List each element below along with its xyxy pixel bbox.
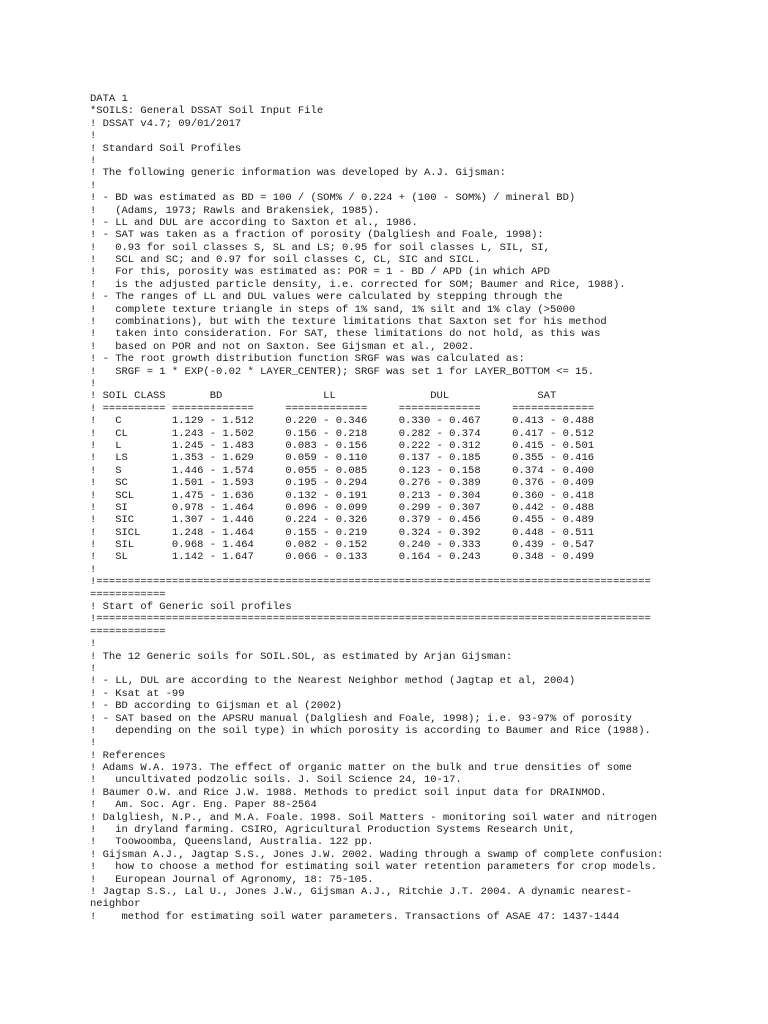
document-line: ! CL 1.243 - 1.502 0.156 - 0.218 0.282 - 0.374 0.417 - 0.512	[90, 427, 595, 440]
document-line: ! complete texture triangle in steps of 1% sand, 1% silt and 1% clay (>5000	[90, 303, 576, 316]
document-line: ============	[90, 625, 166, 638]
document-line: ! - SAT based on the APSRU manual (Dalgliesh and Foale, 1998); i.e. 93-97% of porosity	[90, 712, 632, 725]
document-line: !	[90, 154, 97, 167]
document-line: ! 0.93 for soil classes S, SL and LS; 0.95 for soil classes L, SIL, SI,	[90, 241, 550, 254]
document-line: ! taken into consideration. For SAT, these limitations do not hold, as this was	[90, 328, 601, 341]
document-line: ! - BD was estimated as BD = 100 / (SOM% / 0.224 + (100 - SOM%) / mineral BD)	[90, 192, 576, 205]
document-line: neighbor	[90, 898, 141, 911]
document-line: ! in dryland farming. CSIRO, Agricultural Production Systems Research Unit,	[90, 824, 576, 837]
document-line: ! (Adams, 1973; Rawls and Brakensiek, 1985).	[90, 204, 380, 217]
document-line: ! Gijsman A.J., Jagtap S.S., Jones J.W. 2002. Wading through a swamp of complete confusion:	[90, 848, 664, 861]
document-line: !	[90, 563, 97, 576]
document-line: ! - BD according to Gijsman et al (2002)	[90, 700, 343, 713]
document-line: ! SIL 0.968 - 1.464 0.082 - 0.152 0.240 - 0.333 0.439 - 0.547	[90, 539, 595, 552]
document-line: !	[90, 638, 97, 651]
document-line: !	[90, 737, 97, 750]
document-page	[90, 93, 680, 923]
document-line: !	[90, 662, 97, 675]
document-line: ! The 12 Generic soils for SOIL.SOL, as estimated by Arjan Gijsman:	[90, 650, 513, 663]
document-line: ! Start of Generic soil profiles	[90, 601, 292, 614]
document-line: ! For this, porosity was estimated as: POR = 1 - BD / APD (in which APD	[90, 266, 550, 279]
document-line: !	[90, 130, 97, 143]
document-line: ! SIC 1.307 - 1.446 0.224 - 0.326 0.379 - 0.456 0.455 - 0.489	[90, 514, 595, 527]
document-line: ! Toowoomba, Queensland, Australia. 122 pp.	[90, 836, 374, 849]
document-line: ! depending on the soil type) in which porosity is according to Baumer and Rice (1988).	[90, 724, 651, 737]
document-line: !========================================================================================	[90, 576, 651, 589]
document-line: ! based on POR and not on Saxton. See Gijsman et al., 2002.	[90, 340, 475, 353]
document-line: ! - LL and DUL are according to Saxton et al., 1986.	[90, 216, 418, 229]
document-line: !	[90, 377, 97, 390]
document-line: ! - Ksat at -99	[90, 687, 185, 700]
document-line: ! SOIL CLASS BD LL DUL SAT	[90, 390, 557, 403]
document-line: ! Standard Soil Profiles	[90, 142, 242, 155]
document-line: ! SCL 1.475 - 1.636 0.132 - 0.191 0.213 - 0.304 0.360 - 0.418	[90, 489, 595, 502]
document-line: ! SRGF = 1 * EXP(-0.02 * LAYER_CENTER); SRGF was set 1 for LAYER_BOTTOM <= 15.	[90, 365, 595, 378]
document-line: ! Baumer O.W. and Rice J.W. 1988. Methods to predict soil input data for DRAINMOD.	[90, 786, 607, 799]
document-line: ! Jagtap S.S., Lal U., Jones J.W., Gijsman A.J., Ritchie J.T. 2004. A dynamic nearest-	[90, 886, 632, 898]
document-line: ! ========== ============= ============= ============= =============	[90, 402, 595, 415]
document-line: ! Adams W.A. 1973. The effect of organic matter on the bulk and true densities of some	[90, 762, 632, 775]
document-line: DATA 1	[90, 93, 128, 105]
document-line: ! SI 0.978 - 1.464 0.096 - 0.099 0.299 - 0.307 0.442 - 0.488	[90, 501, 595, 514]
document-line: ! Dalgliesh, N.P., and M.A. Foale. 1998. Soil Matters - monitoring soil water and nitrogen	[90, 811, 658, 824]
document-line: ! LS 1.353 - 1.629 0.059 - 0.110 0.137 - 0.185 0.355 - 0.416	[90, 452, 595, 465]
document-line: ! Am. Soc. Agr. Eng. Paper 88-2564	[90, 799, 317, 812]
document-line: ! method for estimating soil water parameters. Transactions of ASAE 47: 1437-1444	[90, 910, 620, 923]
document-line: ! - LL, DUL are according to the Nearest Neighbor method (Jagtap et al, 2004)	[90, 675, 576, 688]
document-line: ! - The ranges of LL and DUL values were calculated by stepping through the	[90, 291, 563, 304]
document-line: ! is the adjusted particle density, i.e. corrected for SOM; Baumer and Rice, 1988).	[90, 278, 626, 291]
document-line: ! uncultivated podzolic soils. J. Soil Science 24, 10-17.	[90, 774, 462, 787]
document-line: ! SCL and SC; and 0.97 for soil classes C, CL, SIC and SICL.	[90, 254, 481, 267]
document-line: !	[90, 179, 97, 192]
document-line: ! DSSAT v4.7; 09/01/2017	[90, 117, 242, 130]
document-line: ! SL 1.142 - 1.647 0.066 - 0.133 0.164 - 0.243 0.348 - 0.499	[90, 551, 595, 564]
document-line: ! SC 1.501 - 1.593 0.195 - 0.294 0.276 - 0.389 0.376 - 0.409	[90, 477, 595, 490]
document-line: ! European Journal of Agronomy, 18: 75-105.	[90, 873, 374, 886]
document-line: ! combinations), but with the texture limitations that Saxton set for his method	[90, 316, 607, 329]
document-line: !========================================================================================	[90, 613, 651, 626]
document-line: ============	[90, 588, 166, 601]
document-line: ! - SAT was taken as a fraction of porosity (Dalgliesh and Foale, 1998):	[90, 229, 544, 242]
document-line: ! References	[90, 749, 166, 762]
document-line: ! L 1.245 - 1.483 0.083 - 0.156 0.222 - 0.312 0.415 - 0.501	[90, 439, 595, 452]
document-line: ! The following generic information was developed by A.J. Gijsman:	[90, 167, 506, 180]
document-line: ! - The root growth distribution function SRGF was was calculated as:	[90, 353, 525, 366]
document-line: ! SICL 1.248 - 1.464 0.155 - 0.219 0.324 - 0.392 0.448 - 0.511	[90, 526, 595, 539]
document-line: ! C 1.129 - 1.512 0.220 - 0.346 0.330 - 0.467 0.413 - 0.488	[90, 415, 595, 428]
document-line: ! how to choose a method for estimating soil water retention parameters for crop models.	[90, 861, 658, 874]
document-line: *SOILS: General DSSAT Soil Input File	[90, 105, 324, 118]
document-line: ! S 1.446 - 1.574 0.055 - 0.085 0.123 - 0.158 0.374 - 0.400	[90, 464, 595, 477]
